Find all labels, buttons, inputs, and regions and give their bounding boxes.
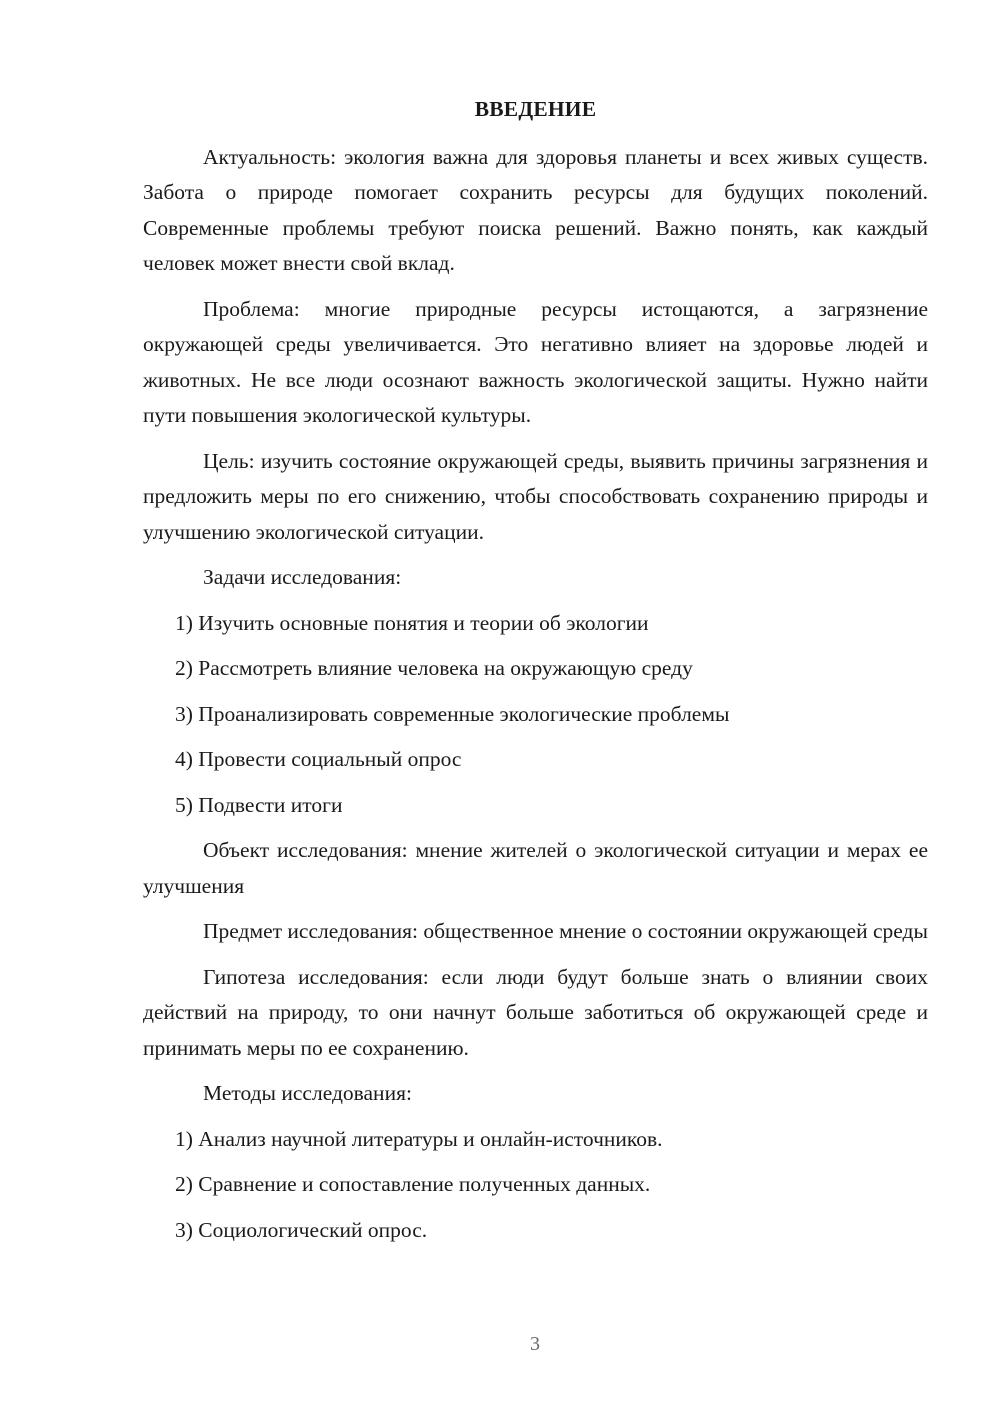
relevance-paragraph: Актуальность: экология важна для здоровья планеты и всех живых существ. Забота о природе помогает сохранить ресурсы для будущих поколений. Современные проблемы требуют поиска решений. Важно понять, как каждый человек может внести свой вклад. [143,144,928,275]
goal-paragraph: Цель: изучить состояние окружающей среды, выявить причины загрязнения и предложить меры по его снижению, чтобы способствовать сохранению природы и улучшению экологической ситуации. [143,448,928,544]
section-title: ВВЕДЕНИЕ [474,97,597,121]
list-item: 4) Провести социальный опрос [175,747,462,771]
list-item: 5) Подвести итоги [175,792,343,817]
list-item: 3) Проанализировать современные экологические проблемы [175,701,730,726]
document-page [143,92,928,1258]
list-item: 3) Социологический опрос. [175,1217,428,1242]
list-item: 1) Изучить основные понятия и теории об экологии [175,610,649,635]
tasks-list [143,606,928,824]
page-number: 3 [530,1333,540,1355]
tasks-heading: Задачи исследования: [203,565,402,589]
object-paragraph: Объект исследования: мнение жителей о экологической ситуации и мерах ее улучшения [143,838,928,898]
hypothesis-paragraph: Гипотеза исследования: если люди будут больше знать о влиянии своих действий на природу, то они начнут больше заботиться об окружающей среде и принимать меры по ее сохранению. [143,964,928,1060]
list-item: 2) Рассмотреть влияние человека на окружающую среду [175,656,693,680]
list-item: 2) Сравнение и сопоставление полученных данных. [175,1172,651,1196]
methods-list [143,1122,928,1249]
list-item: 1) Анализ научной литературы и онлайн-источников. [175,1126,663,1151]
problem-paragraph: Проблема: многие природные ресурсы истощаются, а загрязнение окружающей среды увеличивается. Это негативно влияет на здоровье людей и животных. Не все люди осознают важность экологической защиты. Нужно найти пути повышения экологической культуры. [143,296,928,427]
methods-heading: Методы исследования: [203,1081,412,1105]
subject-paragraph: Предмет исследования: общественное мнение о состоянии окружающей среды [203,919,928,943]
